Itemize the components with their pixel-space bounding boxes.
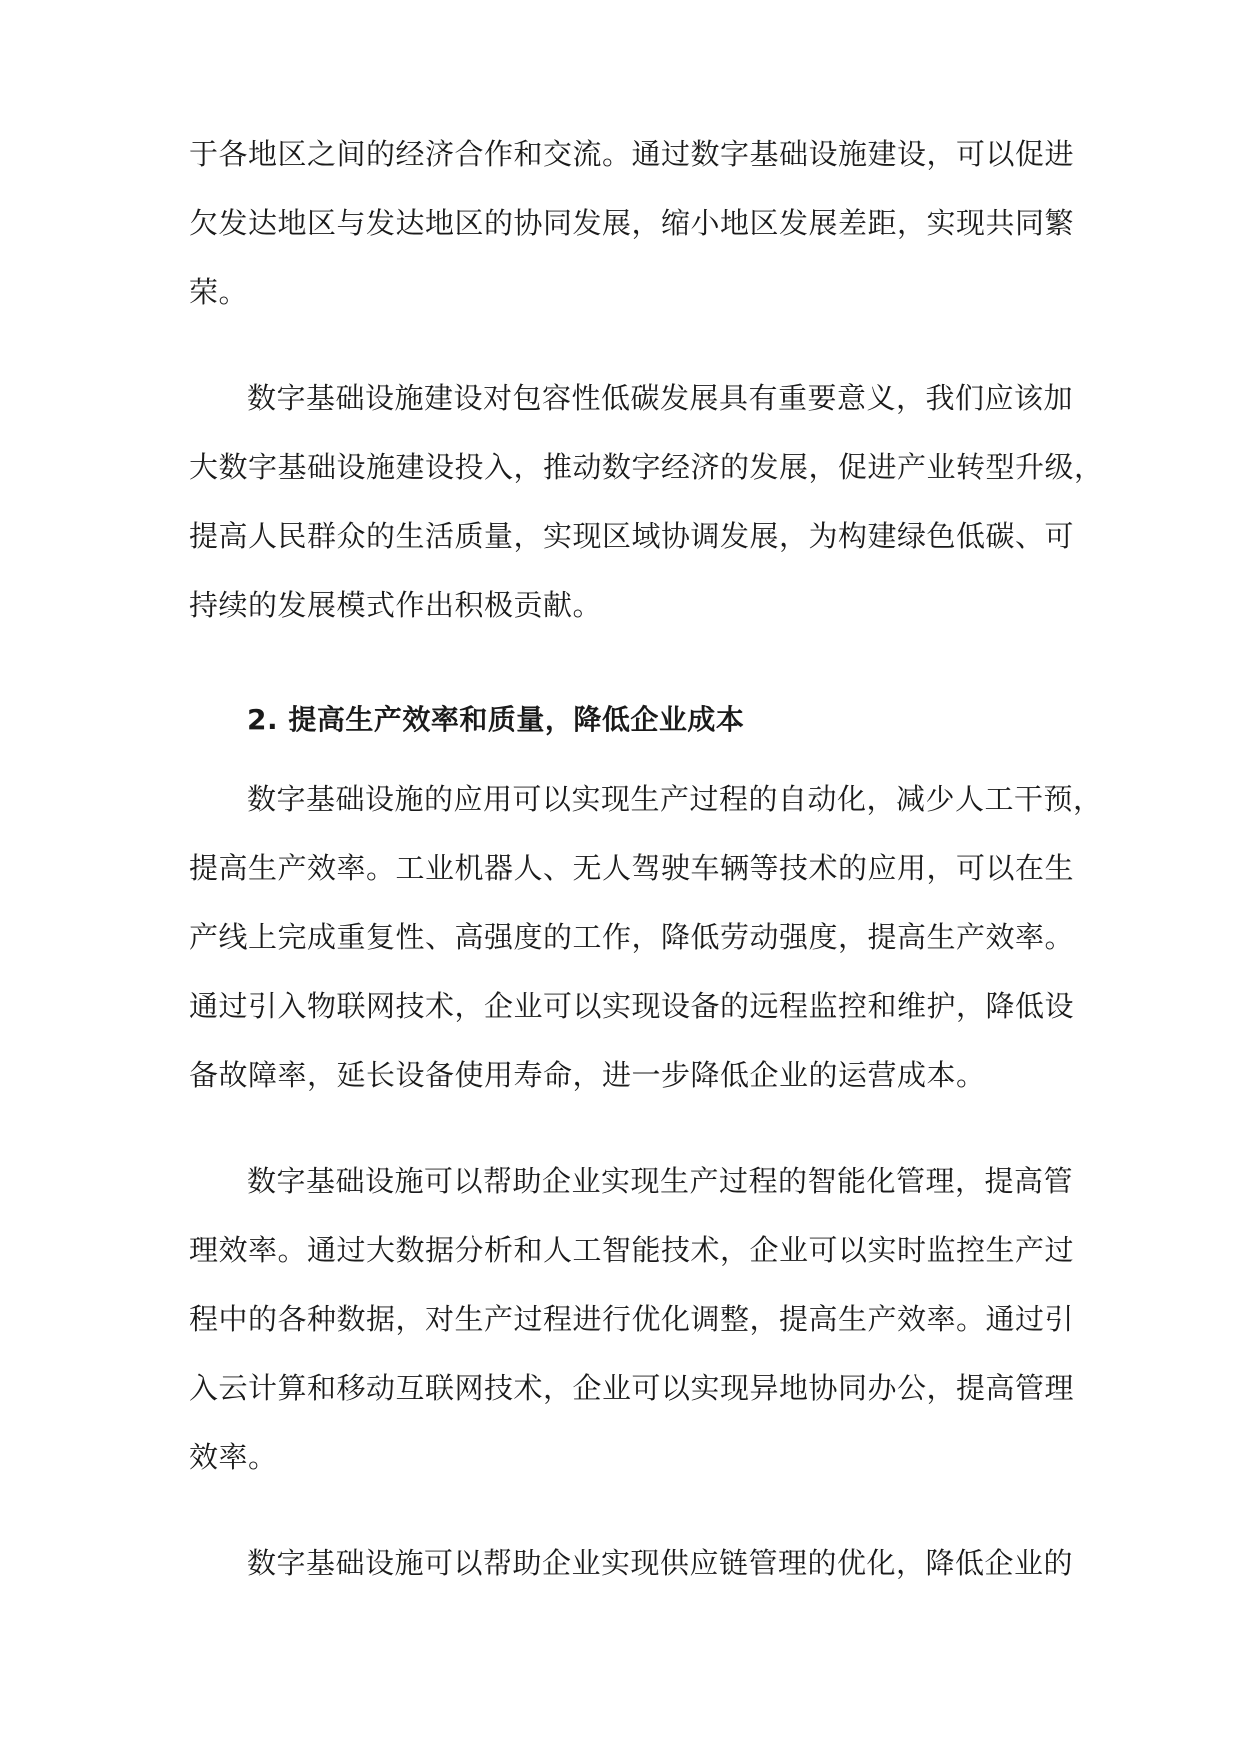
paragraph-3-line-5: 备故障率，延长设备使用寿命，进一步降低企业的运营成本。 xyxy=(189,1058,986,1092)
paragraph-4-line-4: 入云计算和移动互联网技术，企业可以实现异地协同办公，提高管理 xyxy=(189,1371,1075,1405)
paragraph-4-line-5: 效率。 xyxy=(189,1440,278,1474)
paragraph-3-line-3: 产线上完成重复性、高强度的工作，降低劳动强度，提高生产效率。 xyxy=(189,920,1075,954)
paragraph-1-line-1: 于各地区之间的经济合作和交流。通过数字基础设施建设，可以促进 xyxy=(189,137,1075,171)
paragraph-5-line-1: 数字基础设施可以帮助企业实现供应链管理的优化，降低企业的 xyxy=(247,1546,1074,1580)
paragraph-2-line-1: 数字基础设施建设对包容性低碳发展具有重要意义，我们应该加 xyxy=(247,381,1074,415)
paragraph-4-line-3: 程中的各种数据，对生产过程进行优化调整，提高生产效率。通过引 xyxy=(189,1302,1075,1336)
paragraph-1-line-2: 欠发达地区与发达地区的协同发展，缩小地区发展差距，实现共同繁 xyxy=(189,206,1075,240)
section-heading: 2. 提高生产效率和质量，降低企业成本 xyxy=(247,703,745,736)
paragraph-4-line-2: 理效率。通过大数据分析和人工智能技术，企业可以实时监控生产过 xyxy=(189,1233,1075,1267)
paragraph-3-line-2: 提高生产效率。工业机器人、无人驾驶车辆等技术的应用，可以在生 xyxy=(189,851,1075,885)
paragraph-2-line-2: 大数字基础设施建设投入，推动数字经济的发展，促进产业转型升级， xyxy=(189,450,1104,484)
paragraph-2-line-3: 提高人民群众的生活质量，实现区域协调发展，为构建绿色低碳、可 xyxy=(189,519,1075,553)
paragraph-3-line-4: 通过引入物联网技术，企业可以实现设备的远程监控和维护，降低设 xyxy=(189,989,1075,1023)
paragraph-3-line-1: 数字基础设施的应用可以实现生产过程的自动化，减少人工干预， xyxy=(247,782,1103,816)
paragraph-1-line-3: 荣。 xyxy=(189,275,249,309)
paragraph-4-line-1: 数字基础设施可以帮助企业实现生产过程的智能化管理，提高管 xyxy=(247,1164,1074,1198)
paragraph-2-line-4: 持续的发展模式作出积极贡献。 xyxy=(189,588,603,622)
